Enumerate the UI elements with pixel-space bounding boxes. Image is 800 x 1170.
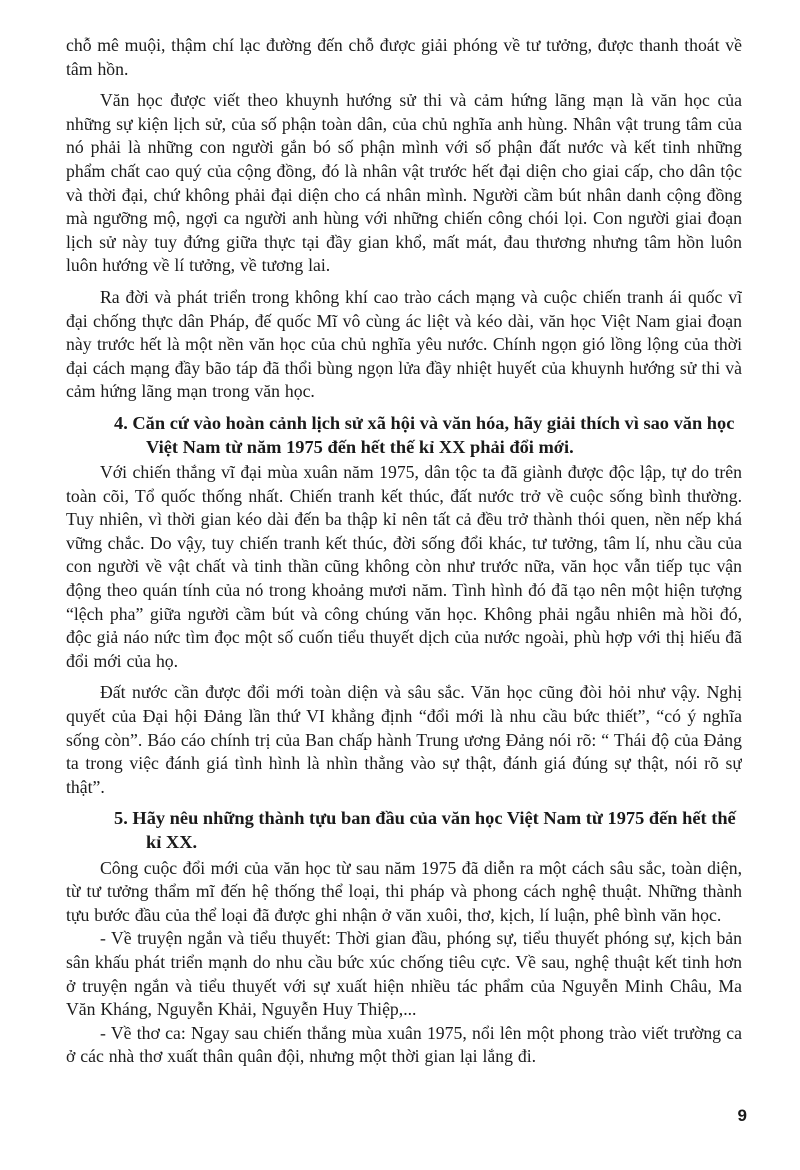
paragraph-continuation: chỗ mê muội, thậm chí lạc đường đến chỗ được giải phóng về tư tưởng, được thanh thoát về tâm hồn. (66, 35, 742, 79)
question-5-heading: 5. Hãy nêu những thành tựu ban đầu của văn học Việt Nam từ 1975 đến hết thế kỉ XX. (114, 808, 736, 852)
paragraph-achievements: Công cuộc đổi mới của văn học từ sau năm 1975 đã diễn ra một cách sâu sắc, toàn diện, từ tư tưởng thẩm mĩ đến hệ thống thể loại, thi pháp và phong cách nghệ thuật. Những thành tựu bước đầu của thể loại đã được ghi nhận ở văn xuôi, thơ, kịch, lí luận, phê bình văn học. (66, 857, 742, 925)
page-body (66, 34, 742, 1144)
question-4-heading: 4. Căn cứ vào hoàn cảnh lịch sử xã hội và văn hóa, hãy giải thích vì sao văn học Việt Nam từ năm 1975 đến hết thế kỉ XX phải đổi mới. (114, 412, 735, 457)
paragraph-post-1975: Với chiến thắng vĩ đại mùa xuân năm 1975, dân tộc ta đã giành được độc lập, tự do trên toàn cõi, Tổ quốc thống nhất. Chiến tranh kết thúc, đất nước trở về cuộc sống bình thường. Tuy nhiên, vì thời gian kéo dài đến ba thập kỉ nên tất cả đều trở thành thói quen, nền nếp khá vững chắc. Do vậy, tuy chiến tranh kết thúc, đời sống đổi khác, tư tưởng, tâm lí, nhu cầu của con người về vật chất và tinh thần cũng không còn như trước nữa, văn học vẫn tiếp tục vận động theo quán tính của nó trong khoảng mươi năm. Tình hình đó đã tạo nên một hiện tượng “lệch pha” giữa người cầm bút và công chúng văn học. Không phải ngẫu nhiên mà hồi đó, độc giả náo nức tìm đọc một số cuốn tiểu thuyết dịch của nước ngoài, phù hợp với thị hiếu đã đổi mới của họ. (66, 462, 742, 671)
page-number: 9 (737, 1106, 747, 1125)
paragraph-renewal: Đất nước cần được đổi mới toàn diện và sâu sắc. Văn học cũng đòi hỏi như vậy. Nghị quyết của Đại hội Đảng lần thứ VI khẳng định “đổi mới là nhu cầu bức thiết”, “có ý nghĩa sống còn”. Báo cáo chính trị của Ban chấp hành Trung ương Đảng nói rõ: “ Thái độ của Đảng ta trong việc đánh giá tình hình là nhìn thẳng vào sự thật, đánh giá đúng sự thật, nói rõ sự thật”. (66, 682, 742, 797)
paragraph-prose: - Về truyện ngắn và tiểu thuyết: Thời gian đầu, phóng sự, tiểu thuyết phóng sự, kịch bản sân khấu phát triển mạnh do nhu cầu bức xúc chống tiêu cực. Về sau, nghệ thuật kết tinh hơn ở truyện ngắn và tiểu thuyết với sự xuất hiện nhiều tác phẩm của Nguyễn Minh Châu, Ma Văn Kháng, Nguyễn Khải, Nguyễn Huy Thiệp,... (66, 928, 742, 1020)
paragraph-epic-literature: Văn học được viết theo khuynh hướng sử thi và cảm hứng lãng mạn là văn học của những sự kiện lịch sử, của số phận toàn dân, của chủ nghĩa anh hùng. Nhân vật trung tâm của nó phải là những con người gắn bó số phận mình với số phận đất nước và kết tinh những phẩm chất cao quý của cộng đồng, đó là nhân vật trước hết đại diện cho giai cấp, cho dân tộc và thời đại, chứ không phải đại diện cho cá nhân mình. Người cầm bút nhân danh cộng đồng mà ngưỡng mộ, ngợi ca người anh hùng với những chiến công chói lọi. Con người giai đoạn lịch sử này tuy đứng giữa thực tại đầy gian khổ, mất mát, đau thương nhưng tâm hồn luôn luôn hướng về lí tưởng, về tương lai. (66, 90, 742, 276)
paragraph-patriotism: Ra đời và phát triển trong không khí cao trào cách mạng và cuộc chiến tranh ái quốc vĩ đại chống thực dân Pháp, đế quốc Mĩ vô cùng ác liệt và kéo dài, văn học Việt Nam giai đoạn này trước hết là một nền văn học của chủ nghĩa yêu nước. Chính ngọn gió lồng lộng của thời đại cách mạng đầy bão táp đã thổi bùng ngọn lửa đầy nhiệt huyết của khuynh hướng sử thi và cảm hứng lãng mạn trong văn học. (66, 286, 742, 402)
paragraph-poetry: - Về thơ ca: Ngay sau chiến thắng mùa xuân 1975, nổi lên một phong trào viết trường ca ở các nhà thơ xuất thân quân đội, nhưng một thời gian lại lắng đi. (66, 1022, 742, 1067)
